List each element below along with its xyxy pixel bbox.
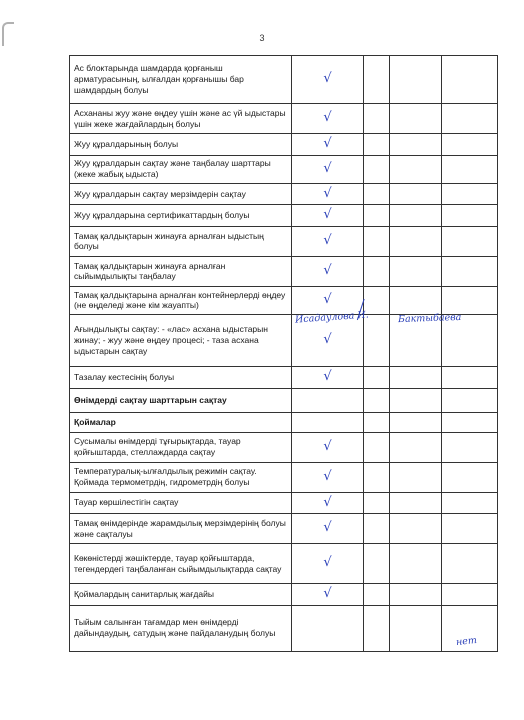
compliance-mark-cell (292, 514, 364, 544)
check-mark-icon: √ (323, 71, 332, 87)
requirement-text: Тамақ қалдықтарын жинауға арналған сыйымдылықты таңбалау (70, 256, 292, 286)
note-cell (390, 432, 442, 462)
responsible-cell (442, 256, 498, 286)
compliance-mark-cell (292, 605, 364, 651)
section-heading: Қоймалар (70, 412, 292, 432)
responsible-cell (442, 584, 498, 606)
responsible-cell (442, 544, 498, 584)
table-row (70, 183, 498, 205)
responsible-cell (442, 226, 498, 256)
check-mark-icon: √ (323, 332, 332, 348)
responsible-cell (442, 286, 498, 314)
compliance-mark-cell (292, 544, 364, 584)
table-row (70, 205, 498, 227)
responsible-cell (442, 56, 498, 104)
table-row (70, 256, 498, 286)
check-mark-icon: √ (323, 586, 332, 602)
compliance-mark-cell (292, 256, 364, 286)
check-mark-icon: √ (323, 468, 332, 484)
not-applicable-cell (364, 605, 390, 651)
not-applicable-cell (364, 104, 390, 134)
table-row (70, 226, 498, 256)
requirement-text: Ас блоктарында шамдарда қорғаныш арматурасының, ылғалдан қорғанышы бар шамдардың болуы (70, 56, 292, 104)
responsible-cell (442, 183, 498, 205)
check-mark-icon: √ (323, 233, 332, 249)
section-row (70, 388, 498, 412)
table-row (70, 492, 498, 514)
note-cell (390, 388, 442, 412)
requirement-text: Асхананы жуу және өңдеу үшін және ас үй ыдыстары үшін жеке жағдайлардың болуы (70, 104, 292, 134)
requirement-text: Тазалау кестесінің болуы (70, 366, 292, 388)
requirement-text: Тауар көршілестігін сақтау (70, 492, 292, 514)
handwritten-responsible-name: Бактыбаева (397, 311, 462, 326)
check-mark-icon: √ (323, 263, 332, 279)
not-applicable-cell (364, 56, 390, 104)
compliance-mark-cell (292, 205, 364, 227)
responsible-cell (442, 104, 498, 134)
section-heading: Өнімдерді сақтау шарттарын сақтау (70, 388, 292, 412)
compliance-mark-cell (292, 56, 364, 104)
note-cell (390, 104, 442, 134)
responsible-cell (442, 134, 498, 156)
responsible-cell (442, 388, 498, 412)
check-mark-icon: √ (323, 292, 332, 308)
compliance-mark-cell (292, 412, 364, 432)
responsible-cell (442, 432, 498, 462)
compliance-mark-cell (292, 104, 364, 134)
table-row (70, 514, 498, 544)
note-cell (390, 412, 442, 432)
responsible-cell (442, 462, 498, 492)
note-cell (390, 226, 442, 256)
handwritten-responsible-note: Исадаулова И. (294, 309, 370, 326)
compliance-mark-cell (292, 226, 364, 256)
check-mark-icon: √ (323, 555, 332, 571)
not-applicable-cell (364, 134, 390, 156)
table-row (70, 155, 498, 183)
requirement-text: Көкөністерді жәшіктерде, тауар қойғыштарда, тегендердегі таңбаланған сыйымдылықтарда сақтау (70, 544, 292, 584)
check-mark-icon: √ (323, 136, 332, 151)
not-applicable-cell (364, 432, 390, 462)
requirement-text: Қоймалардың санитарлық жағдайы (70, 584, 292, 606)
not-applicable-cell (364, 492, 390, 514)
responsible-cell (442, 412, 498, 432)
not-applicable-cell (364, 205, 390, 227)
section-row (70, 412, 498, 432)
requirement-text: Жуу құралдарын сақтау және таңбалау шарттары (жеке жабық ыдыста) (70, 155, 292, 183)
requirement-text: Жуу құралдарының болуы (70, 134, 292, 156)
page-number: 3 (259, 33, 265, 43)
requirement-text: Сусымалы өнімдерді тұғырықтарда, тауар қойғыштарда, стеллаждарда сақтау (70, 432, 292, 462)
responsible-cell (442, 514, 498, 544)
not-applicable-cell (364, 514, 390, 544)
note-cell (390, 492, 442, 514)
table-row (70, 605, 498, 651)
note-cell (390, 134, 442, 156)
handwritten-absent-note: нет (455, 634, 478, 649)
check-mark-icon: √ (323, 368, 332, 384)
responsible-cell (442, 205, 498, 227)
table-row (70, 286, 498, 314)
not-applicable-cell (364, 256, 390, 286)
note-cell (390, 286, 442, 314)
not-applicable-cell (364, 462, 390, 492)
responsible-cell (442, 366, 498, 388)
note-cell (390, 605, 442, 651)
table-row (70, 544, 498, 584)
check-mark-icon: √ (323, 520, 332, 536)
compliance-mark-cell (292, 155, 364, 183)
note-cell (390, 155, 442, 183)
requirement-text: Температуралық-ылғалдылық режимін сақтау. Қоймада термометрдің, гидрометрдің болуы (70, 462, 292, 492)
compliance-mark-cell (292, 492, 364, 514)
requirement-text: Тамақ өнімдерінде жарамдылық мерзімдерінің болуы және сақталуы (70, 514, 292, 544)
check-mark-icon: √ (323, 438, 332, 454)
note-cell (390, 183, 442, 205)
note-cell (390, 256, 442, 286)
not-applicable-cell (364, 388, 390, 412)
table-row (70, 134, 498, 156)
compliance-mark-cell (292, 388, 364, 412)
note-cell (390, 366, 442, 388)
check-mark-icon: √ (323, 110, 332, 126)
table-row (70, 56, 498, 104)
not-applicable-cell (364, 366, 390, 388)
requirement-text: Тыйым салынған тағамдар мен өнімдерді дайындаудың, сатудың және пайдаланудың болуы (70, 605, 292, 651)
not-applicable-cell (364, 155, 390, 183)
table-row (70, 584, 498, 606)
note-cell (390, 56, 442, 104)
table-row (70, 432, 498, 462)
compliance-mark-cell (292, 366, 364, 388)
compliance-mark-cell (292, 462, 364, 492)
compliance-mark-cell (292, 584, 364, 606)
check-mark-icon: √ (323, 185, 332, 201)
note-cell (390, 514, 442, 544)
not-applicable-cell (364, 584, 390, 606)
not-applicable-cell (364, 544, 390, 584)
inspection-checklist-table (69, 55, 498, 652)
note-cell (390, 205, 442, 227)
requirement-text: Ағындылықты сақтау: - «лас» асхана ыдыстарын жинау; - жуу және өңдеу процесі; - таза асхана ыдыстарын сақтау (70, 314, 292, 366)
compliance-mark-cell (292, 183, 364, 205)
requirement-text: Тамақ қалдықтарын жинауға арналған ыдыстың болуы (70, 226, 292, 256)
table-row (70, 104, 498, 134)
note-cell (390, 544, 442, 584)
table-row (70, 366, 498, 388)
requirement-text: Жуу құралдарын сақтау мерзімдерін сақтау (70, 183, 292, 205)
not-applicable-cell (364, 412, 390, 432)
requirement-text: Жуу құралдарына сертификаттардың болуы (70, 205, 292, 227)
check-mark-icon: √ (323, 207, 332, 223)
not-applicable-cell (364, 183, 390, 205)
compliance-mark-cell (292, 134, 364, 156)
check-mark-icon: √ (323, 494, 332, 510)
note-cell (390, 462, 442, 492)
note-cell (390, 584, 442, 606)
check-mark-icon: √ (323, 160, 332, 176)
responsible-cell (442, 155, 498, 183)
requirement-text: Тамақ қалдықтарына арналған контейнерлерді өңдеу (не өңделеді және кім жауапты) (70, 286, 292, 314)
responsible-cell (442, 492, 498, 514)
not-applicable-cell (364, 226, 390, 256)
table-row (70, 462, 498, 492)
compliance-mark-cell (292, 432, 364, 462)
